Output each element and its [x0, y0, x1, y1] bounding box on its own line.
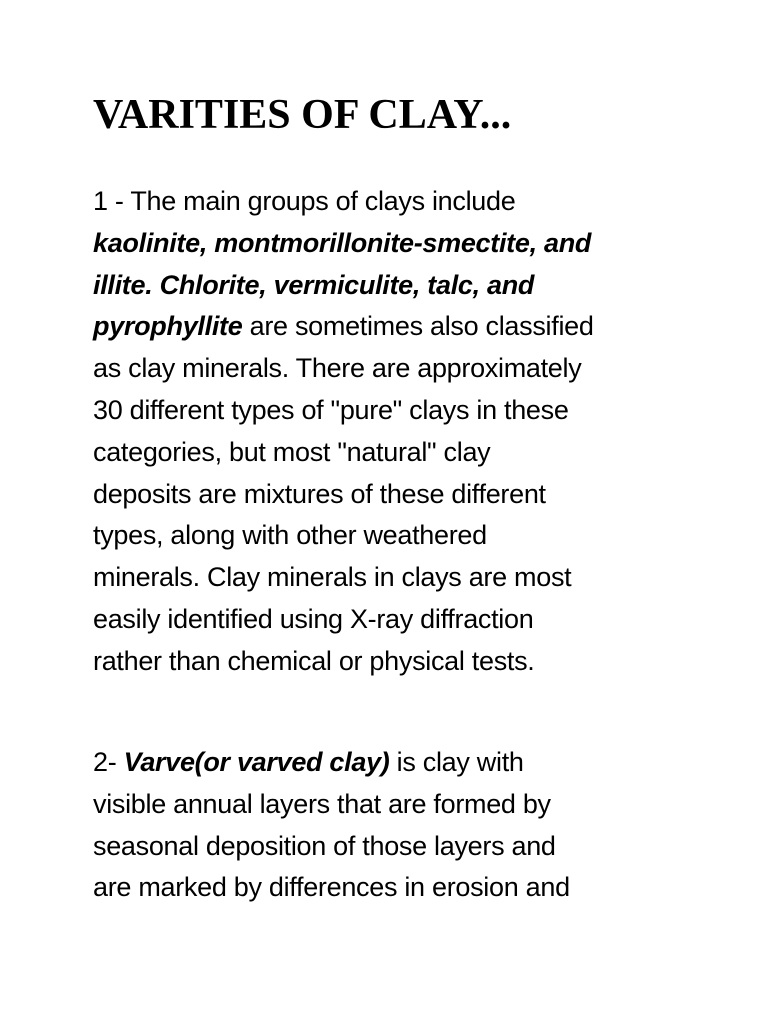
text-line — [93, 599, 673, 641]
text-line — [93, 306, 673, 348]
emphasized-text: kaolinite, montmorillonite-smectite, and — [93, 227, 592, 258]
body-text: seasonal deposition of those layers and — [93, 830, 556, 861]
text-line — [93, 181, 673, 223]
paragraph-1 — [93, 181, 673, 683]
body-text: as clay minerals. There are approximately — [93, 353, 582, 384]
text-line — [93, 742, 673, 784]
body-text: 2- — [93, 747, 124, 777]
body-text: rather than chemical or physical tests. — [93, 645, 535, 676]
text-line — [93, 784, 673, 826]
body-text: 30 different types of "pure" clays in these — [93, 394, 569, 425]
text-line — [93, 265, 673, 307]
emphasized-text: pyrophyllite — [93, 311, 243, 342]
body-text: is clay with — [389, 747, 524, 777]
text-line — [93, 641, 673, 683]
body-text: categories, but most "natural" clay — [93, 436, 491, 467]
text-line — [93, 390, 673, 432]
text-line — [93, 474, 673, 516]
paragraph-2 — [93, 742, 673, 909]
body-text: easily identified using X-ray diffraction — [93, 603, 534, 634]
body-text: deposits are mixtures of these different — [93, 478, 546, 509]
text-line — [93, 515, 673, 557]
emphasized-text: Varve(or varved clay) — [123, 747, 390, 777]
body-text: are sometimes also classified — [242, 311, 594, 342]
body-text: are marked by differences in erosion and — [93, 872, 570, 903]
text-line — [93, 826, 673, 868]
text-line — [93, 557, 673, 599]
body-text: visible annual layers that are formed by — [93, 788, 551, 819]
text-line — [93, 867, 673, 909]
page-title: VARITIES OF CLAY... — [93, 92, 512, 138]
text-line — [93, 432, 673, 474]
body-text: types, along with other weathered — [93, 520, 487, 551]
emphasized-text: illite. Chlorite, vermiculite, talc, and — [93, 269, 535, 300]
text-line — [93, 348, 673, 390]
text-line — [93, 223, 673, 265]
body-text: 1 - The main groups of clays include — [93, 186, 516, 216]
body-text: minerals. Clay minerals in clays are most — [93, 562, 572, 593]
